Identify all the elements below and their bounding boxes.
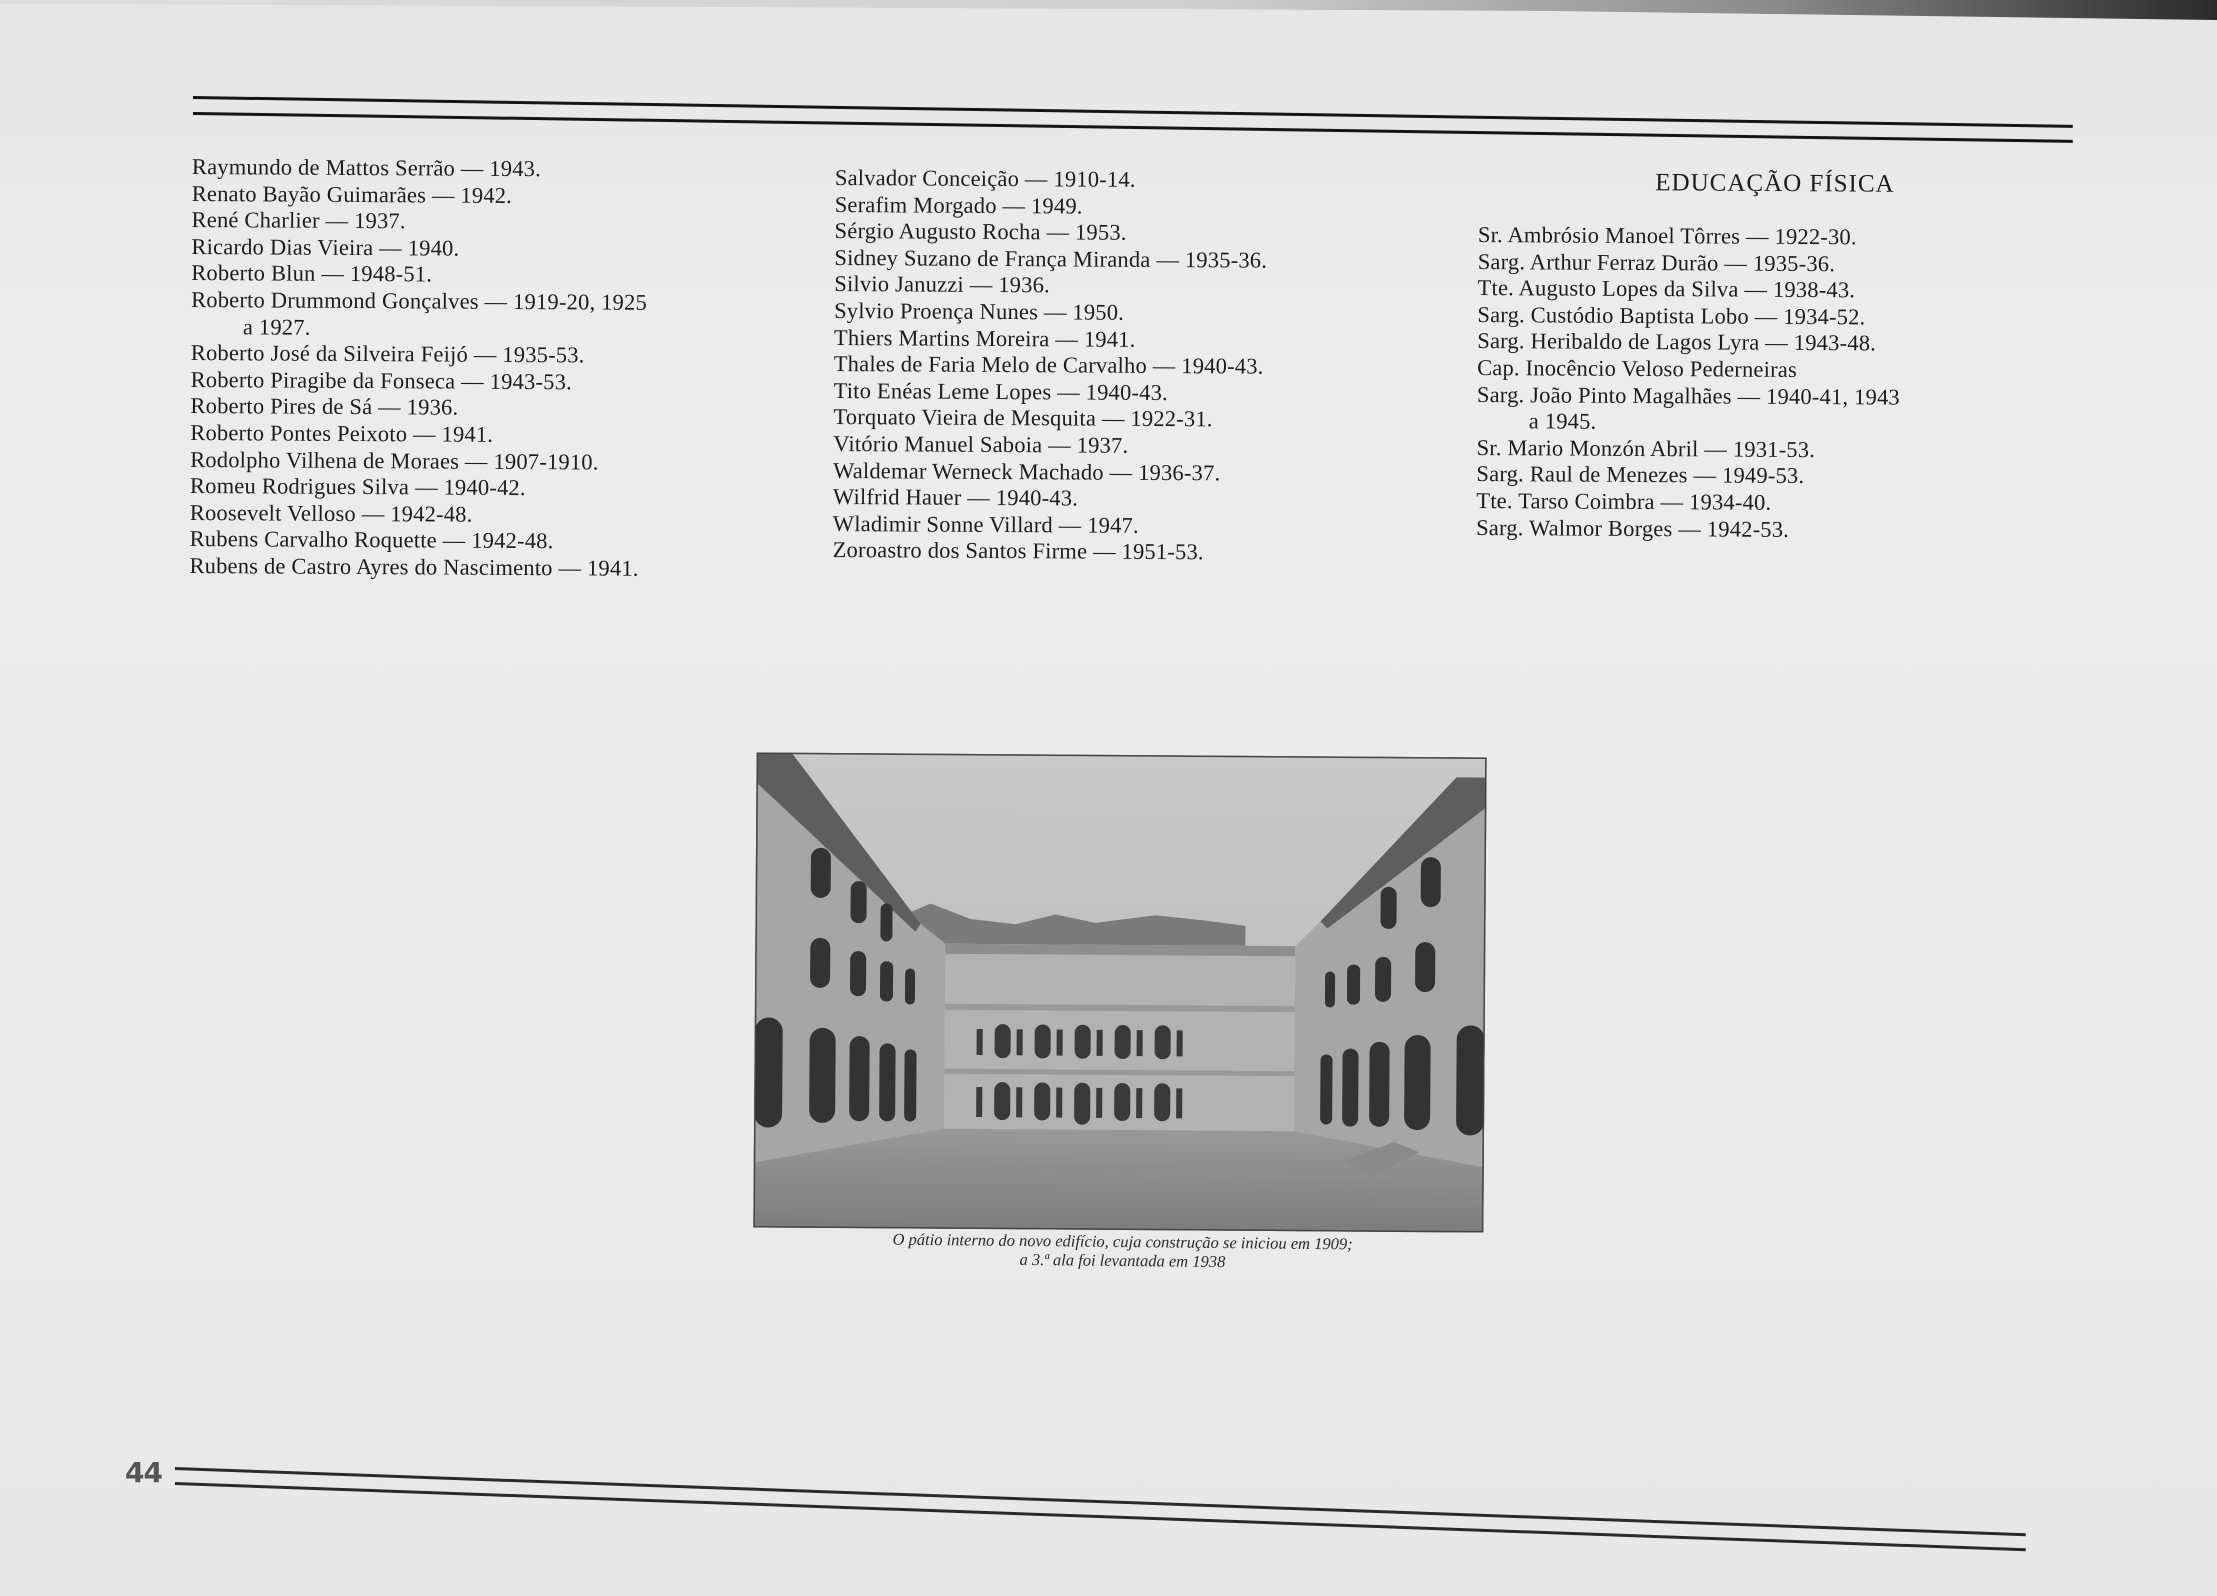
list-item: Roberto José da Silveira Feijó — 1935-53. [190,340,585,368]
caption-line-2: a 3.ª ala foi levantada em 1938 [1019,1249,1226,1272]
list-item-continuation: a 1927. [242,313,311,340]
list-item: Rubens de Castro Ayres do Nascimento — 1941. [189,552,639,581]
list-item: Sr. Ambrósio Manoel Tôrres — 1922-30. [1477,222,1857,250]
list-item: Sarg. Heribaldo de Lagos Lyra — 1943-48. [1477,328,1877,356]
list-item: Rodolpho Vilhena de Moraes — 1907-1910. [190,446,599,475]
courtyard-photograph [753,752,1486,1232]
list-item: Sarg. Raul de Menezes — 1949-53. [1476,461,1805,489]
list-item: Torquato Vieira de Mesquita — 1922-31. [833,404,1213,432]
list-item: Sr. Mario Monzón Abril — 1931-53. [1476,434,1816,462]
list-item: Renato Bayão Guimarães — 1942. [191,180,513,208]
list-item: Tito Enéas Leme Lopes — 1940-43. [833,377,1168,405]
name-column-2 [833,165,1268,567]
list-item: Roberto Blun — 1948-51. [191,260,433,287]
list-item: Roberto Pontes Peixoto — 1941. [190,419,494,447]
list-item: Zoroastro dos Santos Firme — 1951-53. [832,537,1204,565]
figure-caption [755,1228,1490,1274]
caption-line-1: O pátio interno do novo edifício, cuja construção se iniciou em 1909; [892,1229,1353,1254]
list-item: Roosevelt Velloso — 1942-48. [189,499,473,527]
list-item: Waldemar Werneck Machado — 1936-37. [833,457,1221,485]
list-item: Sidney Suzano de França Miranda — 1935-36. [834,244,1268,273]
list-item: Vitório Manuel Saboia — 1937. [833,430,1129,458]
list-item: René Charlier — 1937. [191,207,406,234]
list-item: Sarg. Walmor Borges — 1942-53. [1476,514,1790,542]
list-item: Silvio Januzzi — 1936. [834,271,1050,298]
courtyard-illustration [753,752,1486,1232]
list-item: Sarg. Custódio Baptista Lobo — 1934-52. [1477,301,1866,330]
list-item: Tte. Tarso Coimbra — 1934-40. [1476,487,1772,515]
list-item: Sylvio Proença Nunes — 1950. [834,297,1125,325]
list-item: Salvador Conceição — 1910-14. [834,165,1136,192]
list-item: Serafim Morgado — 1949. [834,191,1083,219]
list-item: Roberto Pires de Sá — 1936. [190,393,459,420]
list-item-continuation: a 1945. [1528,408,1597,434]
name-column-1 [189,154,647,582]
section-heading: EDUCAÇÃO FÍSICA [1655,169,1895,198]
name-column-3 [1476,222,1901,544]
list-item: Rubens Carvalho Roquette — 1942-48. [189,526,554,554]
list-item: Sarg. Arthur Ferraz Durão — 1935-36. [1477,248,1836,276]
list-item: Tte. Augusto Lopes da Silva — 1938-43. [1477,275,1856,303]
list-item: Wladimir Sonne Villard — 1947. [832,510,1139,538]
list-item: Sérgio Augusto Rocha — 1953. [834,218,1127,245]
list-item: Thiers Martins Moreira — 1941. [833,324,1136,352]
list-item: Roberto Drummond Gonçalves — 1919-20, 1925 [191,286,648,315]
list-item: Cap. Inocêncio Veloso Pederneiras [1477,354,1798,382]
list-item: Raymundo de Mattos Serrão — 1943. [191,154,542,182]
list-item: Wilfrid Hauer — 1940-43. [832,484,1079,511]
list-item: Thales de Faria Melo de Carvalho — 1940-43. [833,351,1264,379]
list-item: Ricardo Dias Vieira — 1940. [191,233,460,261]
list-item: Romeu Rodrigues Silva — 1940-42. [189,473,526,501]
list-item: Sarg. João Pinto Magalhães — 1940-41, 1943 [1476,381,1900,410]
list-item: Roberto Piragibe da Fonseca — 1943-53. [190,366,572,395]
page-number: 44 [125,1456,162,1489]
